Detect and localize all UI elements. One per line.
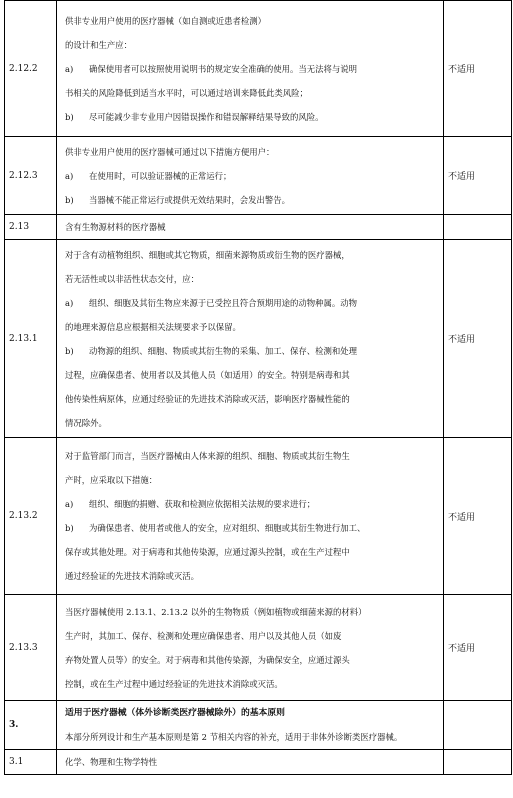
list-item-text: 尽可能减少非专业用户因错误操作和错误解释结果导致的风险。 — [89, 111, 324, 122]
paragraph-line: 本部分所列设计和生产基本原则是第 2 节相关内容的补充，适用于非体外诊断类医疗器械。 — [65, 732, 403, 742]
table-row — [5, 1, 512, 137]
list-item-text: 组织、细胞及其衍生物应来源于已受控且符合预期用途的动物种属。动物 — [89, 297, 357, 308]
applicability-status — [444, 701, 512, 750]
paragraph-line: 生产时，其加工、保存、检测和处理应确保患者、用户以及其他人员（如废 — [65, 630, 342, 641]
paragraph-line: 对于含有动植物组织、细胞或其它物质，细菌来源物质或衍生物的医疗器械， — [65, 249, 350, 260]
clause-content — [57, 137, 444, 215]
list-item-text: 为确保患者、使用者或他人的安全，应对组织、细胞或其衍生物进行加工、 — [89, 523, 366, 533]
table-row — [5, 438, 512, 595]
applicability-status — [444, 750, 512, 775]
requirements-table — [4, 0, 512, 775]
list-item — [65, 164, 438, 188]
requirements-table-body — [5, 1, 512, 775]
clause-number: 3. — [5, 701, 57, 750]
clause-number: 2.13.1 — [5, 240, 57, 438]
clause-number: 2.13.3 — [5, 595, 57, 701]
paragraph-line: 书相关的风险降低到适当水平时，可以通过培训来降低此类风险； — [65, 87, 308, 98]
clause-content — [57, 438, 444, 595]
list-item — [65, 188, 438, 212]
list-item-text: 组织、细胞的捐赠、获取和检测应依据相关法规的要求进行； — [89, 499, 316, 509]
applicability-status: 不适用 — [444, 137, 512, 215]
paragraph-line: 当医疗器械使用 2.13.1、2.13.2 以外的生物物质（例如植物或细菌来源的材料） — [65, 606, 367, 617]
list-marker: b) — [65, 523, 74, 533]
paragraph-line: 化学、物理和生物学特性 — [65, 757, 158, 767]
paragraph-line: 弃物处置人员等）的安全。对于病毒和其他传染源，为确保安全，应通过源头 — [65, 654, 350, 665]
paragraph-line: 他传染性病原体，应通过经验证的先进技术消除或灭活，影响医疗器械性能的 — [65, 393, 350, 404]
paragraph-line: 情况除外。 — [65, 417, 107, 428]
list-item-text: 当器械不能正常运行或提供无效结果时，会发出警告。 — [89, 194, 290, 205]
clause-number: 3.1 — [5, 750, 57, 775]
list-marker: b) — [65, 194, 74, 205]
paragraph-line: 保存或其他处理。对于病毒和其他传染源，应通过源头控制，或在生产过程中 — [65, 547, 350, 557]
clause-content — [57, 215, 444, 240]
list-item — [65, 516, 438, 540]
clause-number: 2.13.2 — [5, 438, 57, 595]
clause-content — [57, 701, 444, 750]
clause-content — [57, 1, 444, 137]
table-row — [5, 137, 512, 215]
paragraph-line: 若无活性或以非活性状态交付，应： — [65, 273, 199, 284]
clause-content — [57, 240, 444, 438]
clause-number: 2.12.2 — [5, 1, 57, 137]
list-marker: a) — [65, 63, 74, 74]
list-item-text: 在使用时，可以验证器械的正常运行； — [89, 170, 232, 181]
list-item — [65, 105, 438, 129]
applicability-status: 不适用 — [444, 438, 512, 595]
paragraph-line: 过程，应确保患者、使用者以及其他人员（如适用）的安全。特别是病毒和其 — [65, 369, 350, 380]
table-row — [5, 750, 512, 775]
table-row — [5, 215, 512, 240]
table-row — [5, 240, 512, 438]
list-item — [65, 291, 438, 315]
applicability-status: 不适用 — [444, 595, 512, 701]
list-marker: b) — [65, 111, 74, 122]
list-item-text: 确保使用者可以按照使用说明书的规定安全准确的使用。当无法将与说明 — [89, 63, 357, 74]
list-item-text: 动物源的组织、细胞、物质或其衍生物的采集、加工、保存、检测和处理 — [89, 345, 357, 356]
list-marker: a) — [65, 170, 74, 181]
applicability-status: 不适用 — [444, 240, 512, 438]
clause-content — [57, 595, 444, 701]
paragraph-line: 对于监管部门而言，当医疗器械由人体来源的组织、细胞、物质或其衍生物生 — [65, 451, 350, 461]
paragraph-line: 的设计和生产应： — [65, 39, 132, 50]
table-row — [5, 701, 512, 750]
section-heading: 适用于医疗器械（体外诊断类医疗器械除外）的基本原则 — [65, 708, 285, 718]
list-marker: a) — [65, 297, 74, 308]
applicability-status: 不适用 — [444, 1, 512, 137]
list-item — [65, 492, 438, 516]
paragraph-line: 通过经验证的先进技术消除或灭活。 — [65, 571, 199, 581]
list-item — [65, 57, 438, 81]
paragraph-line: 供非专业用户使用的医疗器械（如自测或近患者检测） — [65, 15, 266, 26]
clause-number: 2.13 — [5, 215, 57, 240]
list-marker: a) — [65, 499, 74, 509]
paragraph-line: 含有生物源材料的医疗器械 — [65, 222, 166, 232]
clause-number: 2.12.3 — [5, 137, 57, 215]
paragraph-line: 供非专业用户使用的医疗器械可通过以下措施方便用户： — [65, 146, 275, 157]
list-marker: b) — [65, 345, 74, 356]
list-item — [65, 339, 438, 363]
applicability-status — [444, 215, 512, 240]
paragraph-line: 控制，或在生产过程中通过经验证的先进技术消除或灭活。 — [65, 678, 283, 689]
paragraph-line: 产时，应采取以下措施： — [65, 475, 158, 485]
paragraph-line: 的地理来源信息应根据相关法规要求予以保留。 — [65, 321, 241, 332]
table-row — [5, 595, 512, 701]
clause-content — [57, 750, 444, 775]
